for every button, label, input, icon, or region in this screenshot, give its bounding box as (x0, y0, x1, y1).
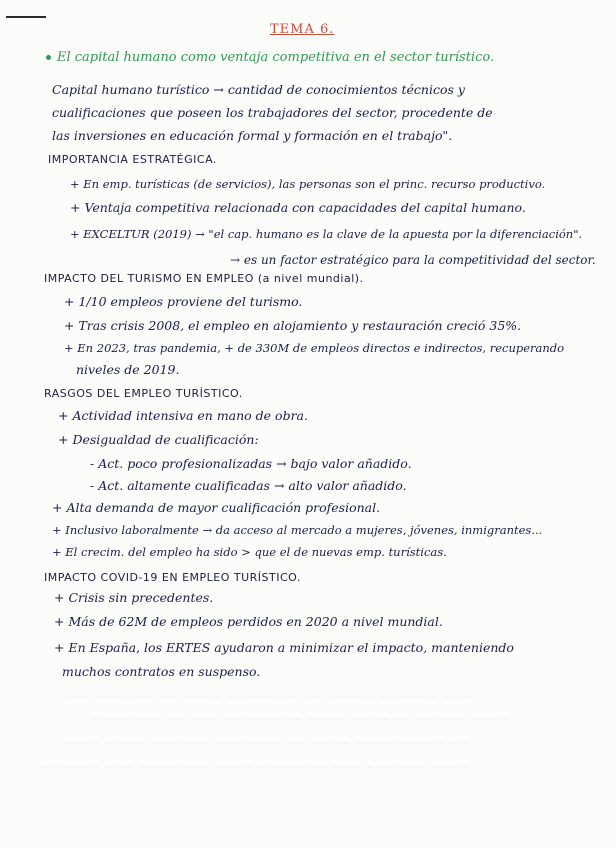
section-line: + Crisis sin precedentes. (54, 590, 214, 605)
section-line: → es un factor estratégico para la competitividad del sector. (230, 253, 596, 267)
section-line: + Alta demanda de mayor cualificación profesional. (52, 500, 381, 515)
section-heading: IMPORTANCIA ESTRATÉGICA. (48, 153, 217, 166)
intro-point-text: El capital humano como ventaja competitiva en el sector turístico. (57, 50, 495, 65)
section-line: + En España, los ERTES ayudaron a minimizar el impacto, manteniendo (54, 640, 514, 655)
bleed-through-text (90, 712, 509, 726)
section-line: + Inclusivo laboralmente → da acceso al mercado a mujeres, jóvenes, inmigrantes... (52, 523, 543, 537)
section-line: - Act. poco profesionalizadas → bajo valor añadido. (90, 456, 412, 471)
section-line: + Actividad intensiva en mano de obra. (58, 408, 308, 423)
definition-line: cualificaciones que poseen los trabajadores del sector, procedente de (52, 105, 493, 120)
section-line: + En 2023, tras pandemia, + de 330M de empleos directos e indirectos, recuperando (64, 341, 565, 355)
section-heading: RASGOS DEL EMPLEO TURÍSTICO. (44, 387, 243, 400)
section-line: + Ventaja competitiva relacionada con capacidades del capital humano. (70, 200, 526, 215)
section-line: + EXCELTUR (2019) → "el cap. humano es la clave de la apuesta por la diferenciación". (70, 227, 583, 241)
section-line: + Tras crisis 2008, el empleo en alojamiento y restauración creció 35%. (64, 318, 522, 333)
section-line: + El crecim. del empleo ha sido > que el de nuevas emp. turísticas. (52, 545, 447, 559)
section-line: - Act. altamente cualificadas → alto valor añadido. (90, 478, 407, 493)
section-line: niveles de 2019. (76, 362, 180, 377)
section-line: + 1/10 empleos proviene del turismo. (64, 294, 303, 309)
section-line: + En emp. turísticas (de servicios), las personas son el princ. recurso productivo. (70, 177, 546, 191)
section-line: muchos contratos en suspenso. (62, 664, 261, 679)
section-line: + Desigualdad de cualificación: (58, 432, 259, 447)
page-edge-mark (6, 16, 46, 18)
definition-line: las inversiones en educación formal y formación en el trabajo". (52, 128, 453, 143)
intro-point (46, 50, 494, 66)
bleed-through-text (60, 736, 469, 750)
bullet-dot (46, 55, 51, 60)
bleed-through-text (60, 690, 473, 704)
section-line: + Más de 62M de empleos perdidos en 2020 a nivel mundial. (54, 614, 443, 629)
page-title: TEMA 6. (270, 22, 335, 37)
section-heading: IMPACTO DEL TURISMO EN EMPLEO (a nivel mundial). (44, 272, 364, 285)
definition-line: Capital humano turístico → cantidad de conocimientos técnicos y (52, 82, 465, 97)
section-heading: IMPACTO COVID-19 EN EMPLEO TURÍSTICO. (44, 571, 301, 584)
bleed-through-text (40, 760, 469, 774)
